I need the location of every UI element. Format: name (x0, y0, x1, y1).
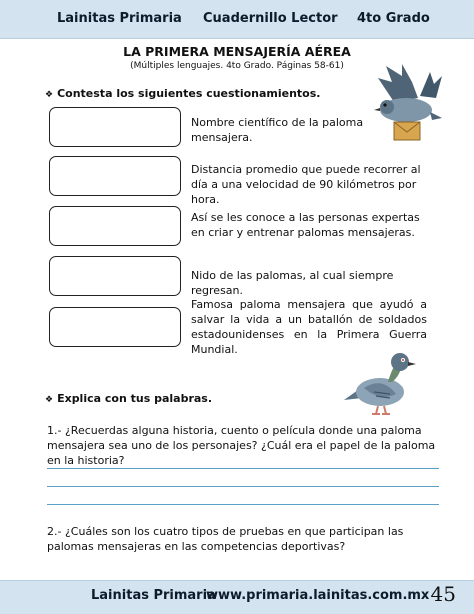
answer-box-1[interactable] (49, 107, 181, 147)
header-booklet: Cuadernillo Lector (203, 11, 338, 26)
header-grade: 4to Grado (357, 11, 430, 26)
diamond-bullet-icon: ❖ (45, 90, 54, 100)
answer-line-3[interactable] (47, 504, 439, 505)
answer-box-3[interactable] (49, 206, 181, 246)
header-school: Lainitas Primaria (57, 11, 182, 26)
page-title: LA PRIMERA MENSAJERÍA AÉREA (123, 44, 351, 59)
item-description-2: Distancia promedio que puede recorrer al día a una velocidad de 90 kilómetros por hora. (191, 163, 421, 206)
answer-box-5[interactable] (49, 307, 181, 347)
diamond-bullet-icon: ❖ (45, 395, 54, 405)
section-1-label: Contesta los siguientes cuestionamientos. (57, 87, 321, 100)
standing-pigeon-illustration (344, 350, 420, 418)
page-subtitle: (Múltiples lenguajes. 4to Grado. Páginas 58-61) (130, 61, 344, 71)
page-number: 45 (430, 582, 456, 606)
item-description-3: Así se les conoce a las personas expertas en criar y entrenar palomas mensajeras. (191, 211, 420, 239)
page-header (0, 0, 474, 39)
section-2-heading (45, 392, 212, 405)
page-footer (0, 580, 474, 614)
answer-line-2[interactable] (47, 486, 439, 487)
item-description-5: Famosa paloma mensajera que ayudó a salvar la vida a un batallón de soldados estadounidenses en la Primera Guerra Mundial. (191, 298, 427, 356)
footer-url-link[interactable]: www.primaria.lainitas.com.mx (206, 588, 430, 603)
section-2-label: Explica con tus palabras. (57, 392, 213, 405)
question-1: 1.- ¿Recuerdas alguna historia, cuento o película donde una paloma mensajera sea uno de los personajes? ¿Cuál era el papel de la paloma en la historia? (47, 424, 436, 467)
answer-line-1[interactable] (47, 468, 439, 469)
question-2: 2.- ¿Cuáles son los cuatro tipos de pruebas en que participan las palomas mensajeras en las competencias deportivas? (47, 525, 404, 553)
answer-box-2[interactable] (49, 156, 181, 196)
answer-box-4[interactable] (49, 256, 181, 296)
footer-school: Lainitas Primaria (91, 588, 216, 603)
item-description-4: Nido de las palomas, al cual siempre regresan. (191, 269, 394, 297)
section-1-heading (45, 87, 320, 100)
item-description-1: Nombre científico de la paloma mensajera. (191, 116, 364, 144)
